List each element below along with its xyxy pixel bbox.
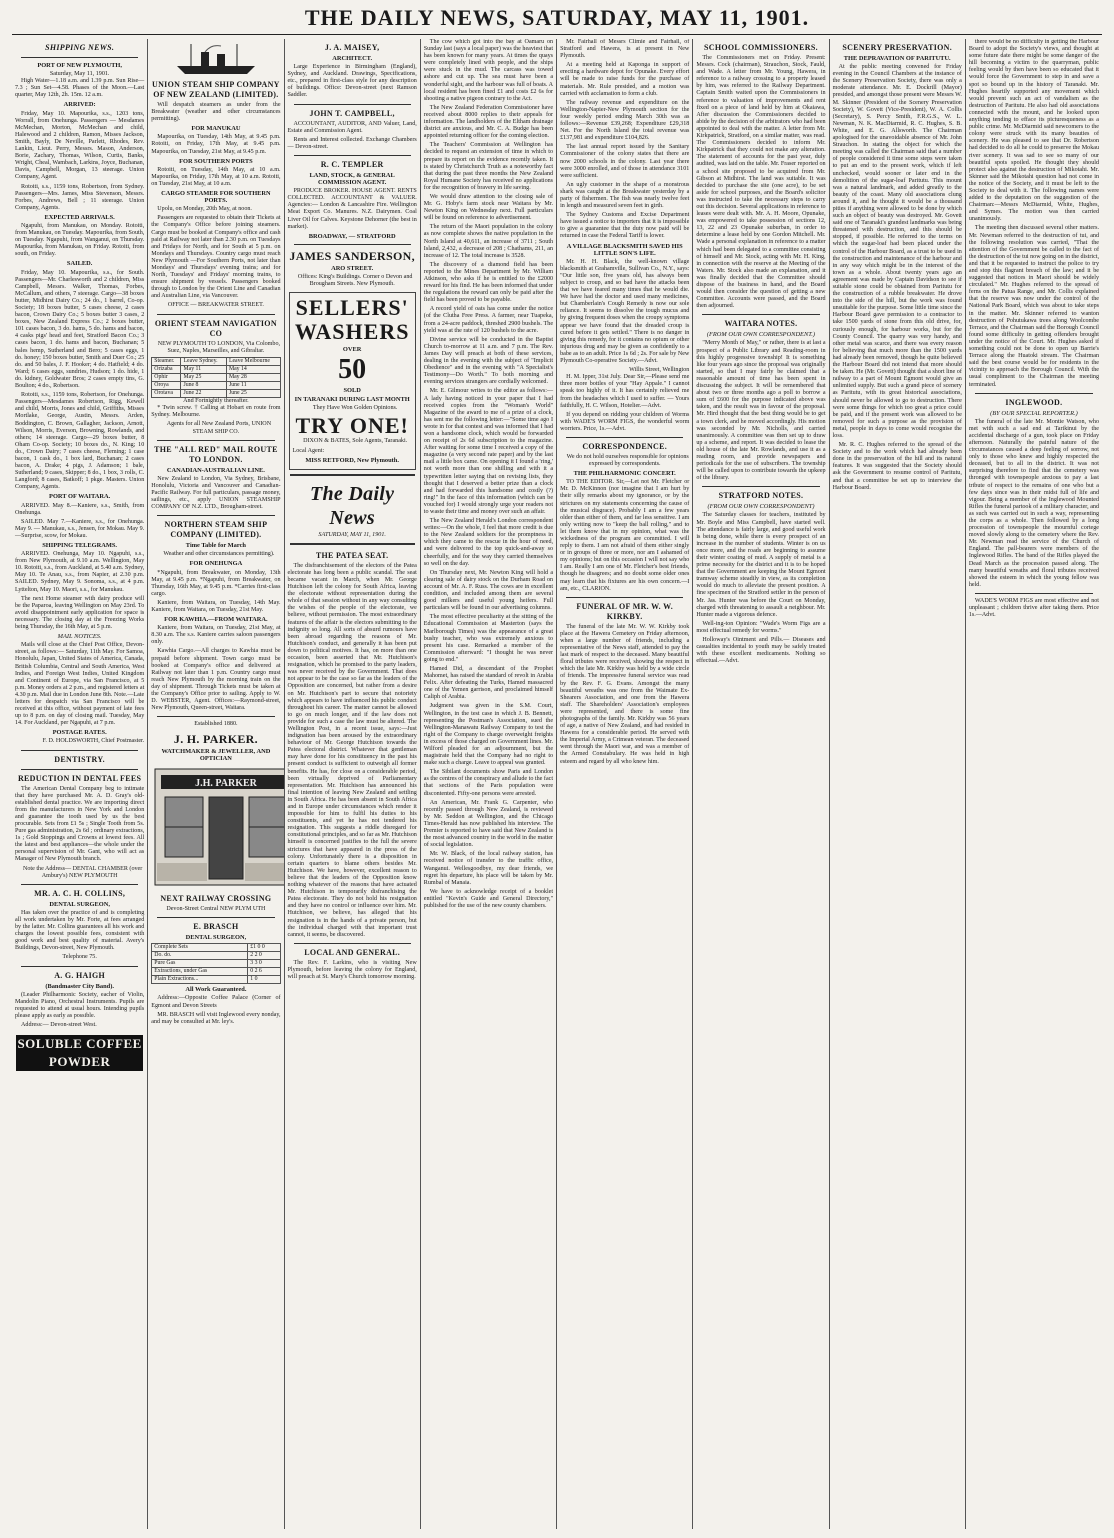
- waitara-arrived: ARRIVED. May 8.—Kaniere, s.s., Smith, from Onehunga.: [15, 502, 145, 516]
- correspondence-heading: CORRESPONDENCE.: [582, 441, 668, 451]
- manukau-text: Mapourika, on Tuesday, 14th May, at 9.45 p.m. Rotoiti, on Friday, 17th May, at 9.45 p.m. Mapourika, on Tuesday, 21st May, at 9.45 p.m.: [151, 134, 281, 155]
- news-paragraph: The New Zealand Herald's London correspondent writes:—On the whole, I feel that more credit is due to the New Zealand soldiers for the promptness in which they came to the rescue in the hour of need, and were delivered to the top quick-and-away so cheerfully, and for the way they carried themselves so well on the day.: [423, 518, 554, 567]
- column-notes: [693, 39, 829, 1529]
- table-cell: 0 2 6: [248, 968, 280, 976]
- brasch-address: Address:—Opposite Coffee Palace (Corner of Egmont and Devon Streets: [151, 995, 281, 1009]
- news-paragraph: The last annual report issued by the Sanitary Commissioner of the colony states that there are now 2000 schools in the colony. Last year there were 3000 enrolled, and of those in attendance 3101 were sufficient.: [560, 144, 690, 179]
- divider: [21, 966, 138, 967]
- haigh-sub: (Bandmaster City Band).: [45, 982, 114, 990]
- nsc-sub: Time Table for March: [185, 542, 246, 550]
- news-paragraph: A record yield of oats has come under the notice (of the Clutha Free Press. A farmer, near Tuapeka, from a 24-acre paddock, threshed 2900 bushels. The yield was at the rate of 120 bushels to the acre.: [423, 306, 554, 334]
- over-label: OVER: [342, 346, 362, 354]
- arrived-heading: ARRIVED:: [63, 101, 96, 109]
- parker-address: Devon-Street Central NEW PLYM UTH: [166, 905, 266, 912]
- onehunga-heading: FOR ONEHUNGA: [189, 560, 243, 568]
- postmaster-signoff: F. D. HOLDSWORTH, Chief Postmaster.: [42, 738, 145, 745]
- cargo-heading: CARGO STEAMER FOR SOUTHERN PORTS.: [161, 190, 271, 205]
- parker-shopfront-image: [153, 767, 278, 890]
- south-text: Rotoiti, on Tuesday, 14th May, at 10 a.m. Mapourika, on Friday, 17th May, at 10 a.m. Rotoiti, on Tuesday, 21st May, at 10 a.m.: [151, 166, 281, 187]
- scenery-heading: SCENERY PRESERVATION.: [842, 43, 953, 52]
- divider: [975, 393, 1093, 394]
- fortnightly-note: And Fortnightly thereafter.: [183, 398, 249, 405]
- maisey-heading: J. A. MAISEY,: [324, 43, 380, 52]
- home-steamer-para: The next Home steamer with dairy produce will be the Paparoa, leaving Wellington on May 23rd. To avoid disappointment early application for space is necessary. The closing day at the Freezing Works being Thursday, the 16th May, at 5 p.m.: [15, 595, 145, 631]
- sellers-washers-ad: [289, 292, 416, 470]
- onehunga-text: *Ngapuhi, from Breakwater, on Monday, 13th May, at 9.45 p.m. *Ngapuhi, from Breakwater, on Thursday, 16th May, at 9.45 p.m. *Carries first-class cargo.: [151, 569, 281, 597]
- nsc-text: Weather and other circumstances permitting).: [163, 551, 275, 558]
- waitara-sub: (FROM OUR OWN CORRESPONDENT.): [706, 331, 816, 339]
- news-paragraph: The Sydney Customs and Excise Department have issued a notice to importers that it is impossible to give a guarantee that the duty now paid will be returned in case the Federal Tariff is lower.: [560, 212, 690, 240]
- funeral-text: The funeral of the late Mr. W. W. Kirkby took place at the Hawera Cemetery on Friday afternoon, when a large number of friends, including a representative of the News staff, attended to pay the last mark of respect to the deceased. Many beautiful floral tributes were received, showing the respect in which the late Mr. Kirkby was held by a wide circle of friends. The impressive funeral service was read by the Rev. F. G. Evans. Amongst the many beautiful wreaths was one from the Waimate Ex-Shearers Association, and one from the Hawera staff. The Shareholders' Association's employees were represented, and there is some fine photographs of the family. Mr. Kirkby was 56 years of age, a native of New Zealand, and had resided in Hawera for a considerable period. He served with the Imperial Army, a Crimean veteran. The deceased went through the Maori war, and was a member of the Armed Constabulary. He was held in high esteem and regard by all who knew him.: [560, 623, 690, 765]
- expected-heading: EXPECTED ARRIVALS.: [44, 213, 115, 221]
- telephone: Telephone 75.: [62, 954, 97, 961]
- table-row: [152, 373, 280, 381]
- table-cell: Oroya: [152, 382, 181, 390]
- shipping-heading: SHIPPING NEWS.: [45, 43, 115, 52]
- news-paragraph: The return of the Maori population in the colony as now complete shows the native population in the North Island at 40,611, an increase of 3711 ; South Island, 2,432, a decrease of 208 ; Chathams, 211, an increase of 12. The total increase is 3528.: [423, 224, 554, 259]
- news-paragraph: The discovery of a diamond field has been reported to the Mines Department by Mr. William Atkinson, who asks if he is entitled to the £2000 reward for his find. He has been informed that under the regulations the reward can only be paid after the field has been proved to be payable.: [423, 261, 554, 304]
- collins-heading: MR. A. C. H. COLLINS,: [34, 888, 126, 898]
- haigh-heading: A. G. HAIGH: [54, 970, 106, 980]
- dixon-agents: DIXON & BATES, Sole Agents, Taranaki.: [303, 438, 408, 445]
- column-correspondence: [557, 39, 693, 1529]
- expected-text: Ngapuhi, from Manukau, on Monday. Rotoiti, from Manukau, on Tuesday. Mapourika, from South, on Tuesday. Ngapuhi, from Wanganui, on Thursday. Mapourika, from Manukau, on Friday. Rotoiti, from south, on Friday.: [15, 222, 145, 258]
- templer-text: PRODUCE BROKER. HOUSE AGENT. RENTS COLLECTED. ACCOUNTANT & VALUER. Agencies:— London & Lancashire Fire. Wellington Meat Export Co. Manures. N.Z. Dairymen. Coal Liver Oil for Calves. Keystone Dehorner (the best in market).: [287, 188, 417, 230]
- collins-text: Has taken over the practice of and is completing all work undertaken by Mr. Forte, at fees arranged by the latter. Mr. Collins guarantees all his work and charges the lowest possible fees, consistent with good work and best quality of material. Avery's Buildings, Devon-street, New Plymouth.: [15, 909, 145, 952]
- fifty-number: 50: [338, 354, 367, 386]
- news-paragraph: The meeting then discussed several other matters. Mr. Newman referred to the destruction of tui, and the following resolution was carried, "That the attention of the Government be called to the fact of the destruction of the tui now going on in the district, and that it be requested to instruct the police to try and stop this flagrant breach of the law; and it be suggested that notices in Maori should be widely circulated." Mr. Hughes referred to the spread of ferns on the Patua Range, and Mr. Collis explained that the reserve was now under the control of the National Park Board, which was about to take steps in the matter. Mr. Skinner referred to wanton destruction of Pohutukawa trees along Woolcombe Terrace, and the Chairman said the Borough Council found some difficulty in getting offenders brought under the notice of the Court. Mr. Hughes asked if something could not be done to open up Barrie's Terrace along the Huatoki stream. The Chairman said the best course would be for residents in the vicinity to approach the Borough Council. With the usual compliment to the Chairman the meeting terminated.: [968, 225, 1099, 388]
- table-header-cell: Steamer.: [152, 357, 181, 365]
- orient-schedule-table: [151, 357, 280, 398]
- wade-worm-figs-ad: WADE'S WORM FIGS are most effective and not unpleasant ; children thrive after taking them. Price 1s.—Advt.: [968, 597, 1099, 619]
- news-paragraph: We have to acknowledge receipt of a booklet entitled "Kevin's Guide and General Directory," published for the use of the new county chambers.: [423, 888, 554, 909]
- haigh-text: (Leader Philharmonic Society, eacher of Violin, Mandolin Piano, Orchestral Instruments. Pupils are requested to attend at usual hours. Intending pupils please apply as early as possible.: [15, 991, 145, 1019]
- next-railway-crossing: NEXT RAILWAY CROSSING: [160, 893, 272, 903]
- masthead-title: THE DAILY NEWS, SATURDAY, MAY 11, 1901.: [304, 5, 810, 30]
- news-paragraph: An ugly customer in the shape of a monstrous shark was caught at the Breakwater yesterday by a party of fishermen. The fish was nearly twelve feet in length and measured seven feet in girth.: [560, 181, 690, 210]
- inglewood-sub: (BY OUR SPECIAL REPORTER.): [990, 409, 1078, 417]
- local-general-text: The Rev. F. Larkins, who is visiting New Plymouth, before leaving the colony for England, will preach at St. Mary's Church tomorrow morning.: [287, 959, 417, 980]
- agents-note: Agents for all New Zealand Ports, UNION STEAM SHIP CO.: [166, 421, 272, 435]
- correspondence-note: We do not hold ourselves responsible for opinions expressed by correspondents.: [566, 453, 689, 468]
- inglewood-text: The funeral of the late Mr. Montie Watson, who met with such a sad end at Tarikinui by the accidental discharge of a gun, took place on Friday afternoon. Naturally the painful nature of the circumstances caused a deep feeling of sorrow, not only to those who knew and highly respected the deceased, but to all in the district. It was not surprising therefore to find that the cemetery was thronged with townspeople anxious to pay a last tribute of respect to the remains of one who but a few days since was in their midst full of life and vigour. Being a member of the Inglewood Mounted Rifles the funeral partook of a military character, and as such was carried out in such a way, representing the corps as a whole. Then followed by a long procession of townspeople the mournful cortege moved slowly along to the cemetery where the Rev. Mr. Newman read the service of the Church of England. The pall-bearers were members of the Inglewood Rifles. The band of the Rifles played the Dead March as the procession passed along. The many beautiful wreaths and floral tributes received showed the esteem in which the young fellow was held.: [968, 418, 1099, 588]
- parker-sub: WATCHMAKER & JEWELLER, AND OPTICIAN: [161, 748, 271, 763]
- column-steamers: [148, 39, 284, 1529]
- news-paragraph: We would draw attention to the closing sale of Mr. G. Hoby's farm stock near Waitara by Mr. Newton King on Wednesday next. Full particulars will be found on reference to advertisement.: [423, 193, 554, 222]
- port-heading: PORT OF NEW PLYMOUTH,: [37, 62, 122, 69]
- divider: [566, 597, 683, 598]
- daily-news-date: SATURDAY, MAY 11, 1901.: [318, 531, 386, 538]
- divider: [21, 884, 138, 885]
- column-shipping: [12, 39, 148, 1529]
- scenery-text: At the public meeting convened for Friday evening in the Council Chambers at the instance of the Scenery Preservation Society, there was only a moderate attendance. Mr. E. Dockrill (Mayor) presided, and amongst those present were Messrs W. M. Skinner (President of the Scenery Preservation Society), W. Govett (Vice-President), W. A. Collis (Secretary), S. Percy Smith, F.R.G.S., W. L. Newman, N. K. MacDiarmid, R. C. Hughes, S. B. White, and E. G. Allsworth. The Chairman apologised for the unavoidable absence of Mr. John Strauchon. In stating the object for which the meeting was called the Chairman said that a number of people considered it time some steps were taken to put an end to the present work, which if left unchecked, would sooner or later end in the demolition of the sugar-loaf Paritutu. This mount was a natural landmark, and added greatly to the beauty of the coast. Many old associations clung around it, and he thought it would be a thousand pities if anything were allowed to be done by which such an object of beauty was destroyed. Mr. Govett said one of Taranaki's grandest landmarks was being threatened with destruction, and this should be stopped, if possible. He referred to the terms on which the sugar-loaf had been placed under the control of the Harbour Board, as a trust to be used in the construction and maintenance of the harbour and in any way which might be in the interest of the town as a whole. About twenty years ago an agreement was made by Captain Davidson to see if suitable stone could be obtained from Paritutu for the construction of a rubble breakwater. He drove into the side of the hill, but the work was found unsuitable for the purpose. Some little time since the Harbour Board gave permission to a contractor to take 1500 yards of stone from this old drive, for, curiously enough, for harbour works, but for the County Council. The quarry was very handy, and other metal was scarce, and there was every reason for believing that much more than the 1500 yards had already been removed, though he quite believed the Harbour Board did not intend that more should be taken. He (Mr. Govett) thought that a short line of railway to a part of Mount Egmont would give an unlimited supply. But such a grand piece of scenery as Paritutu, with its great historical associations, should never be allowed to go to destruction. There were some things for which too great a price could be paid, and if the present work was allowed to be removed for such a purpose as the provision of metal, people in days to come would recognise the loss.: [832, 64, 962, 439]
- table-row: [152, 390, 280, 398]
- news-paragraph: The cow which got into the bay at Oamaru on Sunday last (says a local paper) was the heaviest that has been known for many years. At times the quays were completely lined with people, and the ships were stuck in the mud. The carcass was towed ashore and cut up. The sea must have been a wonderful sight, and the harbour was full of boats. A local resident has been fined £1 and costs £2 6s for shooting a native pigeon contrary to the Act.: [423, 39, 554, 102]
- divider: [157, 515, 274, 516]
- news-paragraph: Mr. E. Gilmour writes to the editor as follows:—A lady having noticed in your paper that I had received copies from the "Woman's World" Magazine of the award to me of a prize of a clock, has sent me the following letter:—"Some time ago I wrote in for that contest and was informed that I had won a handsome clock, which would be forwarded on receipt of 2s 6d subscription to the magazine. After waiting for some time I received a copy of the magazine (a very second rate paper) and by the last mail a little box came. On opening it I found a 'ring,' not worth more than one shilling and with it a typewritten letter saying that on revising lists, they thought that I deserved a better prize than a clock and had forwarded this handsome and costly (?) ring!" In the face of this information (which can be vouched for) I would strongly urge your readers not to waste their time and money over such an affair.: [423, 388, 554, 515]
- campbell-heading: JOHN T. CAMPBELL,: [309, 108, 395, 118]
- news-paragraph: The Teachers' Commission at Wellington has decided to request an extension of time in which to prepare its report on the evidence recently taken. It is stated by Christchurch Truth as a noteworthy fact that during the past three months the New Zealand Royal Humane Society has received no applications for the recognition of bravery in life saving.: [423, 142, 554, 191]
- brasch-text: MR. BRASCH will visit Inglewood every nonday, and may be consulted at Mr. ley's.: [151, 1011, 281, 1025]
- divider: [294, 155, 411, 156]
- kawhia-heading: FOR KAWHIA.—FROM WAITARA.: [164, 616, 268, 624]
- letter-address: Willis Street, Wellington: [629, 367, 690, 374]
- table-cell: May 11: [181, 365, 226, 373]
- table-cell: Pure Gas: [152, 960, 248, 968]
- sailed-heading: SAILED.: [66, 260, 93, 268]
- table-cell: June 11: [226, 382, 280, 390]
- table-row: [152, 960, 280, 968]
- table-row: [152, 968, 280, 976]
- waitara-heading: WAITARA NOTES.: [724, 319, 798, 329]
- news-paragraph: Mr. W. Black, of the local railway station, has received notice of transfer to the traffic office, Wanganui. Wellesgoodbye, my dear friends, we regret his departure, his place will be taken by Mr. Rumbal of Manaia.: [423, 851, 554, 886]
- washers-heading: WASHERS: [294, 319, 410, 345]
- allred-heading: THE "ALL RED" MAIL ROUTE TO LONDON.: [154, 444, 278, 464]
- collins-sub: DENTAL SURGEON,: [49, 900, 110, 908]
- campbell-text: Rents and Interest collected. Exchange Chambers — Devon-street.: [287, 136, 417, 150]
- nsc-heading: NORTHERN STEAM SHIP COMPANY (LIMITED).: [164, 520, 268, 540]
- sold-label: SOLD: [343, 387, 361, 395]
- dentistry-heading: DENTISTRY.: [54, 754, 105, 764]
- news-paragraph: At a meeting held at Kaponga in support of erecting a hardware depot for Opunake. Every effort will be made to raise funds for the purchase of materials. Mr. Rule presided, and a motion was carried with acclamation to form a club.: [560, 62, 690, 97]
- news-paragraph: Hamed Did, a descendant of the Prophet Mahomet, has raised the standard of revolt in Arabia Felix. After defeating the Turks, Hamed massacred one of the Yemen garrison, and proclaimed himself Caliph of Arabia.: [423, 665, 554, 701]
- divider: [21, 57, 138, 58]
- scenery-sub: THE DEPRAVATION OF PARITUTU.: [843, 55, 951, 62]
- issue-date: Saturday, May 11, 1901.: [49, 71, 110, 78]
- stratford-sub: (FROM OUR OWN CORRESPONDENT): [707, 503, 815, 511]
- tides-text: High Water—1.18 a.m. and 1.39 p.m. Sun Rise—7.3 ; Sun Set—4.58. Phases of the Moon.—Last quarter, May 12th, 2h. 15m. 12 a.m.: [15, 78, 145, 99]
- worm-figs-ad: If you depend on ridding your children of Worms with WADE'S WORM FIGS, the wonderful worm worriers. Price, 1s.—Advt.: [560, 411, 690, 432]
- soluble-coffee-ad: SOLUBLE COFFEE POWDER: [17, 1036, 142, 1070]
- dental-text: The American Dental Company beg to intimate that they have purchased Mr. A. D. Gray's old-established dental practice. We are importing direct from the manufacturers in New York and London and guarantee the tooth used by us the best procurable. Sets from £1 5s ; Single Tooth from 5s. Pure gas administration, 2s 6d ; ordinary extractions, 1s ; Gold Stoppings and Crowns at lowest fees. All the latest and best appliances—the whole under the personal supervision of Mr. Gant, who will act as Manager of New Plymouth branch.: [15, 785, 145, 863]
- divider: [294, 244, 411, 245]
- kaniere-text: Kaniere, from Waitara, on Tuesday, 14th May. Kaniere, from Waitara, on Tuesday, 21st May.: [151, 599, 281, 613]
- news-paragraph: Mr. Fairhall of Messrs Climie and Fairhall, of Stratford and Hawera, is at present in New Plymouth.: [560, 39, 690, 60]
- divider: [294, 104, 411, 105]
- table-cell: May 28: [226, 373, 280, 381]
- news-paragraph: Divine service will be conducted in the Baptist Church to-morrow at 11 a.m. and 7 p.m. The Rev. James Day will preach at both of these services, dealing in the evening with the subject of "Implicit Obedience" and in the evening with "A Specialist's Testimony—Do Worth." To both morning and evening services strangers are cordially welcomed.: [423, 336, 554, 386]
- columns: [12, 39, 1102, 1529]
- letter-text: H. M. Ipper, 31st July. Dear Sir,—Please send me three more bottles of your "Hay Appale." I cannot speak too highly of it. It has certainly relieved me from the headaches which I used to suffer. — Yours faithfully, H. C. Wilson, Hotelier.—Advt.: [560, 374, 690, 409]
- local-agent-label: Local Agent:: [292, 447, 325, 454]
- table-cell: Complete Sets: [152, 943, 248, 951]
- waitara-sailed: SAILED. May 7.—Kaniere, s.s., for Onehunga. May 9. — Manukau, s.s., Jensen, for Mokau. May 9.—Surprise, scow, for Mokau.: [15, 518, 145, 539]
- divider: [157, 440, 274, 441]
- divider: [21, 769, 138, 770]
- news-paragraph: The New Zealand Federation Commissioner have received about 8000 replies to their appeals for information. The landholders of the Eltham drainage district are anxious, and Mr. C. A. Budge has been appointed returning officer for the coming election.: [423, 104, 554, 140]
- divider: [157, 314, 274, 315]
- daily-news-nameplate: The Daily News: [309, 482, 395, 529]
- postage-heading: POSTAGE RATES.: [52, 729, 107, 737]
- brasch-heading: E. BRASCH: [193, 921, 239, 931]
- news-paragraph: On Thursday next, Mr. Newton King will hold a clearing sale of dairy stock on the Durham Road on account of Mr. A. F. Russ. The cows are in excellent condition, and included among them are several good milkers and useful young heifers. Full particulars will be found in our advertising columns.: [423, 569, 554, 612]
- telegrams-text: ARRIVED. Onehunga, May 10. Ngapuhi, s.s., from New Plymouth, at 9.10 a.m. Wellington, May 10. Rotoiti, s.s., from Auckland, at 5.40 a.m. Sydney, May 10. Te Anau, s.s., from Napier, at 2.30 p.m. SAILED. Sydney, May 9. Sonoma, s.s., at 4 p.m. Lyttelton, May 10. Maori, s.s., for Manukau.: [15, 551, 145, 593]
- mail-heading: MAIL NOTICES.: [57, 633, 102, 641]
- news-paragraph: there would be no difficulty in getting the Harbour Board to adopt the Society's views, and thought at some future date there might be some danger of the hill becoming a victim to the quarryman, public feeling would by then have been so educated that it would force the Government to step in and save a spot so bound up in the history of Taranaki. Mr. Hughes heartily supported any movement which would prevent such an act of vandalism as the destruction of Paritutu. He also had old associations connected with the mount, and he looked upon anything tending to efface its picturesqueness as a public crime. Mr. McDiarmid said newcomers to the colony were struck with its many beauties of scenery. He was pleased to see that Dr. Robertson had decided to do all he could to preserve the Mokau river scenery. It was sad to see so many of our beautiful spots spoiled. He thought they should protect also against the destruction of Mikotahi. Mr. Skinner said the Mikotahi question had not come in the notice of the Society, and it must be left to the Society to deal with it. The following names were added to the deputation on the suggestion of the Chairman:—Messrs McDiarmid, White, Hughes, and Symes. The motion was then carried unanimously.: [968, 39, 1099, 223]
- table-cell: Orotava: [152, 390, 181, 398]
- blacksmith-heading: A VILLAGE BLACKSMITH SAVED HIS LITTLE SON'S LIFE.: [566, 242, 683, 257]
- funeral-heading: FUNERAL OF MR. W. W. KIRKBY.: [576, 601, 673, 621]
- table-cell: Do. do.: [152, 951, 248, 959]
- haigh-address: Address:— Devon-street West.: [21, 1021, 97, 1028]
- table-row: [152, 382, 280, 390]
- divider: [975, 593, 1093, 594]
- column-scenery: [830, 39, 966, 1529]
- parker-heading: J. H. PARKER.: [173, 732, 258, 747]
- reduction-heading: REDUCTION IN DENTAL FEES: [17, 773, 142, 783]
- nsc-notes: Kawhia Cargo.—All charges to Kawhia must be prepaid before shipment. Town cargo must be booked at Company's office and delivered at Railway not later than 1 p.m. Country cargo must reach New Plymouth by the morning train on the day of shipment. Through Tickets must be taken at the Company's Office prior to sailing. Apply to W. D. WEBSTER, Agent. Offices:—Raymond-street, New Plymouth, Queen-street, Waitara.: [151, 648, 281, 712]
- established-line: Established 1880.: [194, 721, 238, 728]
- sanderson-text: Offices: King's Buildings. Corner o Devon and Brougham Streets. New Plymouth.: [297, 273, 413, 287]
- templer-heading: R. C. TEMPLER: [320, 159, 384, 169]
- sanderson-heading: JAMES SANDERSON,: [289, 248, 415, 263]
- office-line: OFFICE — BREAKWATER STREET.: [167, 302, 264, 309]
- table-cell: May 14: [226, 365, 280, 373]
- table-cell: June 8: [181, 382, 226, 390]
- table-cell: Extractions, under Gas: [152, 968, 248, 976]
- brasch-sub: DENTAL SURGEON,: [185, 933, 247, 941]
- orient-heading: ORIENT STEAM NAVIGATION CO: [154, 318, 277, 338]
- arrived-text: Friday, May 10. Mapourika, s.s., 1203 tons, Worrall, from Onehunga. Passengers — Mesdames McMechan, Morton, McMechan and child, Halewood and 2 children, Ramon, Misses Jackson, Smith, Bayly, De Neville, Parlett, Rhodes, Rev. Lankin, Lieut. Perry, Messrs. Mason, Anderson, Borie, Zachary, Thomas, Wilson, Curtis, Banks, Wright, Cheal, Wambach, Larkins, Joyce, Buchanan, Davis, Campbell, Morgan, 13 steerage. Union Company, Agent.: [15, 110, 145, 181]
- taranaki-line: IN TARANAKI DURING LAST MONTH: [294, 396, 410, 404]
- sanderson-sub: ARO STREET.: [331, 264, 374, 272]
- table-cell: May 25: [181, 373, 226, 381]
- brasch-guarantee: All Work Guaranteed.: [185, 986, 247, 994]
- sailed-text: Friday, May 10. Mapourika, s.s., for South. Passengers—Mr. Charlesworth and 2 children, Miss Campbell, Messrs. Walker, Thomas, Forbes, McCallum, and others, 7 steerage. Cargo—38 boxes butter, Midhirst Dairy Co.; 24 do., 1 barrel, Co-op. Society; 18 boxes butter, 5 cases cheese, 2 cases bacon, Crown Dairy Co.; 5 boxes butter 3 cases, 2 boxes, New Zealand Express Co.; 2 boxes butter, 101 cases bacon, 3 do. hams, 5 do. hams and bacon, 4 casks pigs' head and feet, Stratford Bacon Co.; 3 cases bacon, 1 do. hams and bacon, Buchanan; 5 bales hemp, Sutherland and Bero; 5 cases eggs, 1 do. honey; 150 boxes butter, Smith and Duer Co.; 25 do. and 50 bales, J. F. Hooker; 4 do. Hatfield; 4 do. Ward; 6 cases eggs, sundries, Hudson; 1 do. hide, 1 do. kidney, Goldwater Bros; 2 cases empty tins, G. Boulton; 4 do., Robertson.: [15, 269, 145, 390]
- rotoiti-arrival: Rotoiti, s.s., 1159 tons, Robertson, from Sydney. Passengers—Mrs. James, Miss Stevenson, Messrs. Forbes, Andrews, Bell ; 11 steerage. Union Company, Agents.: [15, 183, 145, 211]
- kawhia-text: Kaniere, from Waitara, on Tuesday, 21st May, at 8.30 a.m. The s.s. Kaniere carries saloon passengers only.: [151, 625, 281, 646]
- inglewood-heading: INGLEWOOD.: [1005, 397, 1063, 407]
- uss-intro: Will despatch steamers as under from the Breakwater (weather and other circumstances permitting).: [151, 102, 281, 123]
- advert-paragraph: Well-ing-ton Opinion: "Wade's Worm Figs are a most effectual remedy for worms.": [696, 620, 826, 634]
- divider: [294, 943, 411, 944]
- divider: [566, 437, 683, 438]
- manukau-heading: FOR MANUKAU: [191, 125, 241, 133]
- table-cell: Plain Extractions...: [152, 976, 248, 984]
- waitara-port-heading: PORT OF WAITARA.: [49, 493, 111, 501]
- brasch-price-table: [151, 943, 280, 984]
- table-header-cell: Leave Sydney.: [181, 357, 226, 365]
- south-heading: FOR SOUTHERN PORTS: [179, 157, 253, 165]
- divider: [702, 486, 819, 487]
- divider: [157, 917, 274, 918]
- stratford-text: The Saturday classes for teachers, instituted by Mr. Boyle and Miss Campbell, have started well. The attendance is fairly large, and good useful work is being done, while there is every prospect of an increase in the number of students. Winter is on us once more, and the roads are beginning to assume their winter coating of mud. A supply of metal is a prime necessity for the district and it is to be hoped that the Government are keeping the Mount Egmont tramway scheme steadily in view, as its completion would do much to alleviate the present position. A fine specimen of the Stratford settler in the person of Mr. Jas. Hunter was before the Court on Monday, charged with threatening to assault a neighbour. Mr. Hunter made a vigorous defence.: [696, 512, 826, 618]
- column-local-news: [421, 39, 557, 1529]
- divider: [702, 314, 819, 315]
- uss-heading: UNION STEAM SHIP COMPANY OF NEW ZEALAND (LIMITED).: [152, 80, 280, 99]
- sellers-heading: SELLERS': [295, 295, 409, 321]
- orient-text: NEW PLYMOUTH TO LONDON, Via Colombo, Suez, Naples, Marseilles, and Gibraltar.: [157, 340, 281, 354]
- news-paragraph: The railway revenue and expenditure on the Wellington-Napier-New Plymouth section for the four weekly period ending March 30th was as follows:—Revenue £39,268; Expenditure £29,318 Net. For the North Island the total revenue was £137,981 and expenditure £104,826.: [560, 99, 690, 142]
- philharmonic-heading: THE PHILHARMONIC CONCERT.: [573, 470, 676, 478]
- table-cell: June 25: [226, 390, 280, 398]
- golden-opinions: They Have Won Golden Opinions.: [312, 405, 398, 412]
- table-row: [152, 976, 280, 984]
- table-row: [152, 951, 280, 959]
- news-paragraph: Judgment was given in the S.M. Court, Wellington, in the test case in which J. B. Bennett, representing the Postman's Association, sued the Wellington-Manawatu Railway Company to test the right of the Company to charge overweight freights in excess of those charged on Government lines. Mr. Wilford pleaded for an adjournment, but the magistrate held that the Company had no right to make such a charge. Leave to appeal was granted.: [423, 703, 554, 767]
- table-cell: Ophir: [152, 373, 181, 381]
- table-row: [152, 943, 280, 951]
- table-header-cell: Leave Melbourne: [226, 357, 280, 365]
- column-editorial: [285, 39, 421, 1529]
- dental-address: Note the Address— DENTAL CHAMBER (over Ambury's) NEW PLYMOUTH: [22, 865, 143, 879]
- rotoiti-sailed: Rotoiti, s.s., 1159 tons, Robertson, for Onehunga. Passengers—Mesdames Robertson, Rigg, Kewell and child, Morris, Jones and child, Griffiths, Misses Mortlake, George, Austin, Messrs. Arden, Boddington, C. Brown, Gallagher, Jackson, Arnott, Wilson, Morris, Everson, Browning, Rowlands, and others; 14 steerage. Cargo—29 boxes butter, 8 Oham Co-op. Society; 10 boxes do., N. King; 10 do., Crown Dairy; 7 cases cheese, Fleming; 1 case bacon, 1 cask do., 1 box lard, Buchanan; 2 cases bacon, A. Drake; 4 pigs, J. Adamson; 1 bale, Sutherland; 9 cases, Skipper; 8 do., 1 box, 3 rolls, C. Langford; 8 cases, Batkoff; 1 pkge. Masters. Union Company, Agents.: [15, 392, 145, 491]
- table-header-row: [152, 357, 280, 365]
- advert-paragraph: Holloway's Ointment and Pills.— Diseases and casualties incidental to youth may be safely treated with these excellent medicaments. Nothing so effectual.—Advt.: [696, 637, 826, 665]
- retford-agent: MISS RETFORD, New Plymouth.: [305, 456, 399, 464]
- waitara-text: "Merry Month of May," or rather, there is at last a prospect of a Public Library and Reading-room in this highly progressive township! It is something like four years ago since the proposal was originally started, so that I may fairly be claimed that a reasonable amount of time has been spent in discussing the subject. It will be remembered that about two or three months ago a poll to borrow a sum of £600 for the purpose indicated above was taken, and the result was in favour of the proposal. Mr. Hird thought that the best thing would be to get a town clerk, and he moved accordingly. His motion was seconded by Mr. Nicholls, and carried unanimously. A committee was then set up to draw up a scheme, and report. It was decided to lease the old house of the late Mr. Rowlands, and use it as a reading room, and provide newspapers and periodicals for the use of subscribers. The township will be called upon to contribute towards the upkeep of the library.: [696, 340, 826, 482]
- news-paragraph: An American, Mr. Frank G. Carpenter, who recently passed through New Zealand, is reviewed by Mr. Seddon at Wellington, and the Chicago Times-Herald has now published his interview. The Premier is reported to have said that New Zealand is the most advanced country in the world in the matter of social legislation.: [423, 799, 554, 849]
- table-cell: 2 2 0: [248, 951, 280, 959]
- school-heading: SCHOOL COMMISSIONERS.: [704, 43, 818, 52]
- try-one-heading: TRY ONE!: [295, 413, 409, 439]
- table-cell: 1 0: [248, 976, 280, 984]
- twin-note: * Twin screw. † Calling at Hobart en route from Sydney. Melbourne.: [151, 405, 281, 419]
- school-text: The Commissioners met on Friday. Present: Messrs. Cock (chairman), Strauchon, Stock, Fauld, and Wade. A letter from Mr. Young, Hawera, in reference to a railway crossing to a property leased by him, was referred to the Railway Department. Captain Smith waited upon the Commissioners in reference to valuation of improvements and rent fixed on a piece of land held by him at Okaiawa, After discussion the Commissioners decided to abide by the decision of the arbitrators who had been appointed to deal with the matter. A letter from Mr. Kirkpatrick, Stratford, on a similar matter, was read. The Commissioners decided to inform Mr. Kirkpatrick that they could not make any alteration. The statement of accounts for the past year, duly audited, was laid on the table. Mr. Fraser reported on a school site proposed to be acquired from Mr. Gibson at Midhirst. The land was suitable. It was decided to purchase the site (one acre), to be set aside for school purposes, and the Board's solicitor was instructed to take the necessary steps to carry out this decision. Several applications in reference to leases were dealt with. Mr. A. H. Moore, Opunake, was empowered to take possession of sections 12, 13, 22 and 23 Opunake suburban, in order to determine a lease held by one Gordon Mitchell. Mr. Wade a personal explanation in reference to a matter which had been delegated to a committee consisting of himself and Mr. Stock, acting with Mr. H. King, in connection with the reserve at the Meeting of the Waters. Mr. Stock also made an explanation, and it was finally decided that the Committee should dispose of the business in hand, and the Board would then consider the question of getting a new Committee. Accounts were passed, and the Board then adjourned.: [696, 55, 826, 310]
- table-cell: Orizaba: [152, 365, 181, 373]
- broadway-line: BROADWAY, — STRATFORD: [308, 232, 396, 240]
- double-divider: [290, 543, 415, 547]
- divider: [157, 716, 274, 717]
- campbell-sub: ACCOUNTANT, AUDITOR, AND Valuer, Land, Estate and Commission Agent.: [287, 120, 417, 134]
- templer-sub: LAND, STOCK, & GENERAL COMMISSION AGENT.: [309, 171, 395, 187]
- local-general-heading: LOCAL AND GENERAL.: [304, 947, 401, 957]
- uss-notes: Passengers are requested to obtain their Tickets at the Company's Office before joining steamers. Cargo must be booked at Company's office and cash paid at Railway not later than 2.30 p.m. on Tuesdays and Fridays for North, and for South at 5 p.m. on Mondays and Thursdays. Country cargo must reach New Plymouth —For Southern Ports, not later than Mondays' and Thursdays' evening trains; and for North, Tuesdays' and Fridays' morning trains, to ensure shipment by vessels. Passengers booked through to London by the Orient Line and Canadian and Australian Line, via Vancouver.: [151, 215, 281, 300]
- stratford-heading: STRATFORD NOTES.: [718, 491, 804, 501]
- column-inglewood: [966, 39, 1102, 1529]
- patea-heading: THE PATEA SEAT.: [315, 550, 389, 560]
- maisey-text: Large Experience in Birmingham (England), Sydney, and Auckland. Drawings, Specifications, etc., prepared in first-class style for any description of buildings. Office: Devon-street (next Ramson Saddler.: [287, 64, 417, 99]
- parker-sign-text: J.H. PARKER: [195, 777, 258, 789]
- news-paragraph: The Sibilant documents show Paris and London as the centres of the conspiracy and allude to the fact that sections of the Paris population were discontented. Fifty-one persons were arrested.: [423, 769, 554, 797]
- telegrams-heading: SHIPPING TELEGRAMS.: [42, 542, 118, 549]
- maisey-sub: ARCHITECT.: [332, 55, 373, 62]
- blacksmith-text: Mr. H. H. Black, the well-known village blacksmith at Grahamville, Sullivan Co., N.Y., says: "Our little son, five years old, has always been subject to croup, and so bad have the attacks been that we have feared many times that he would die. We have had the doctor and used many medicines, but Chamberlain's Cough Remedy is now our sole reliance. It seems to dissolve the tough mucus and by giving frequent doses when the croupy symptoms appear we have found that the dreaded croup is cured before it gets settled." There is no danger in giving this remedy, for it contains no opium or other injurious drug and may be given as confidently to a babe as to an adult. Price 1s 6d ; 2s. For sale by New Plymouth Co-operative Society.—Advt.: [560, 258, 690, 365]
- philharmonic-text: TO THE EDITOR. Sir,—Let not Mr. Fletcher or Mr. D. McKinnon (nor imagine that I am hurt by their silly remarks about my ignorance, or by the strictures on my statements concerning the cause of the musical disgrace). Probably I am a few years older than either of them, and far less sensitive. I am only writing now to "keep the ball rolling," and to let them know that in my opinion, what was the wickedness of the program are committed. I will reply to them. I am not afraid of them either singly or in groups of three or more, nor am I ashamed of my opinions; but on this occasion I will not say who I am. Really I am one of Mr. Fletcher's best friends, though he disagrees; and no doubt some older ones may learn that his fixtures are his own concern.—I am, etc., CLARION.: [560, 479, 690, 592]
- news-paragraph: The most effective peculiarity at the sitting of the Educational Commission at Masterton (says the Marlborough Times) was the appearance of a great bushy teacher, who was extremely anxious to present his case. Remarked a member of the Commission afterward: "I thought he was never going to end.": [423, 614, 554, 663]
- steamship-icon: [151, 42, 280, 76]
- double-divider: [290, 474, 415, 478]
- masthead: [12, 0, 1102, 35]
- patea-text: The disfranchisement of the electors of the Patea electorate has long been a public scandal. The seat became vacant in March, when Mr. George Hutchison left the colony for South Africa, leaving the electorate without representation during the whole of that session without in any way consulting the wishes of the people of the electorate, we believe, without permission. The most extraordinary features of the affair is the electors submitting to the indignity so long. All sorts of absurd rumours have been abroad regarding the reasons of Mr. Hutchison's conduct, and generally it has been put down to political motives. It has, on more than one occasion, been asserted that Mr. Hutchison's resignation, which he promised to the party leaders, was never received by the Government. That does not appear to be the case so far as the leaders of the Opposition are concerned, but rather from a desire on Mr. Hutchison's part to secure that notoriety which appears to have influenced his public conduct throughout his career. The matter cannot be allowed to go on much longer, and if the law does not provide for such a case the law must be altered. The Wellington Post, in a recent issue, says:—Just indignation has been aroused by the extraordinary behaviour of Mr. George Hutchison towards the Patea electoral district. Whatever that gentleman may have done for his constituency in the past his present conduct is sufficient to outweigh all former benefits. He has, for close on a considerable period, been virtually deprived of Parliamentary representation. Mr. Hutchison has announced his final intention of leaving New Zealand and settling in South Africa. He has been absent in South Africa and in Europe under circumstances which render it impossible for him to fulfil his duties to his constituents, and yet he has not tendered his resignation. This suggests a riddle disregard for constitutional principles, and so far as Mr. Hutchison himself is concerned justifies to the full the severe strictures that have appeared in the press of the colony. Unfortunately there is a disposition in certain quarters to blame others besides Mr. Hutchison. We have, however, excellent reason to believe that the leaders of the Opposition know nothing whatever of the reasons that have actuated Mr. Hutchison in temporarily disfranchising the Patea electorate. They do not hold his resignation and they have no control or influence over him. Mr. Hutchison, we believe, has alleged that his resignation is in the hands of a private person, but the individual charged with that important trust cannot, it seems, be discovered.: [287, 562, 417, 938]
- table-cell: £1 0 0: [248, 943, 280, 951]
- divider: [21, 750, 138, 751]
- scenery-text-2: Mr. R. C. Hughes referred to the spread of the Society and to the work which had already been done in the preservation of the hill and its natural features. It was suggested that the Society should ask the Government to resume control of Paritutu, and that a committee be set up to interview the Harbour Board.: [832, 442, 962, 491]
- table-cell: June 22: [181, 390, 226, 398]
- table-row: [152, 365, 280, 373]
- canadian-heading: CANADIAN-AUSTRALIAN LINE.: [166, 466, 265, 474]
- table-cell: 3 3 0: [248, 960, 280, 968]
- cargo-text: Upolu, on Monday, 20th May, at noon.: [157, 206, 252, 213]
- canadian-text: New Zealand to London, Via Sydney, Brisbane, Honolulu, Victoria and Vancouver and Canadian-Pacific Railway. For full particulars, passage money, sailings, etc., apply UNION STEAMSHIP COMPANY OF N.Z. LTD., Brougham-street.: [151, 475, 281, 511]
- mail-text: Mails will close at the Chief Post Office, Devon-street, as follows:— Saturday, 11th May. For Samoa, Honolulu, Japan, United States of America, Canada, British Columbia, Central and South America, West Indies, and Foreign West Indies, United Kingdom and Continent of Europe, via San Francisco, at 5 p.m. Money orders at 2 p.m., and registered letters at 4.30 p.m. Mail due in London June 8th. Note.—Late letters for despatch via San Francisco will be received at this office, without payment of late fees up to 8 p.m. on day of closing mail. Tuesday, May 14. For Auckland, per Ngapuhi, at 7 p.m.: [15, 642, 145, 727]
